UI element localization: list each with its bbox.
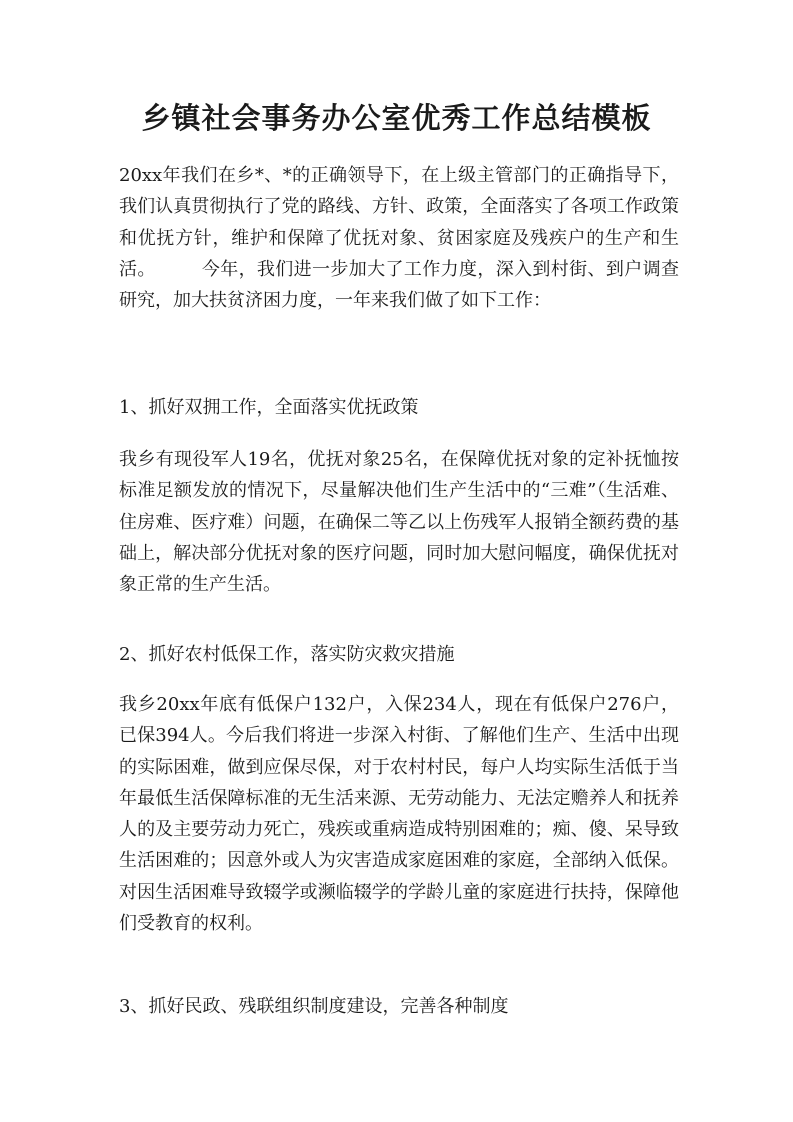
section-heading-3: 3、抓好民政、残联组织制度建设，完善各种制度 xyxy=(119,996,509,1017)
document-title: 乡镇社会事务办公室优秀工作总结模板 xyxy=(141,101,652,135)
section-body-1: 我乡有现役军人19名，优抚对象25名，在保障优抚对象的定补抚恤按标准足额发放的情况下，尽量解决他们生产生活中的“三难”（生活难、住房难、医疗难）问题，在确保二等乙以上伤残军人报销全额药费的基础上，解决部分优抚对象的医疗问题，同时加大慰问幅度，确保优抚对象正常的生产生活。 xyxy=(119,449,679,596)
section-body-2: 我乡20xx年底有低保户132户，入保234人，现在有低保户276户，已保394人。今后我们将进一步深入村街、了解他们生产、生活中出现的实际困难，做到应保尽保，对于农村村民，每户人均实际生活低于当年最低生活保障标准的无生活来源、无劳动能力、无法定赡养人和抚养人的及主要劳动力死亡，残疾或重病造成特别困难的；痴、傻、呆导致生活困难的；因意外或人为灾害造成家庭困难的家庭，全部纳入低保。对因生活困难导致辍学或濒临辍学的学龄儿童的家庭进行扶持，保障他们受教育的权利。 xyxy=(119,694,679,935)
section-heading-2: 2、抓好农村低保工作，落实防灾救灾措施 xyxy=(119,644,455,665)
intro-paragraph: 20xx年我们在乡*、*的正确领导下，在上级主管部门的正确指导下，我们认真贯彻执行了党的路线、方针、政策，全面落实了各项工作政策和优抚方针，维护和保障了优抚对象、贫困家庭及残疾户的生产和生活。 今年，我们进一步加大了工作力度，深入到村街、到户调查研究，加大扶贫济困力度，一年来我们做了如下工作： xyxy=(119,165,679,312)
section-heading-1: 1、抓好双拥工作，全面落实优抚政策 xyxy=(119,397,419,418)
